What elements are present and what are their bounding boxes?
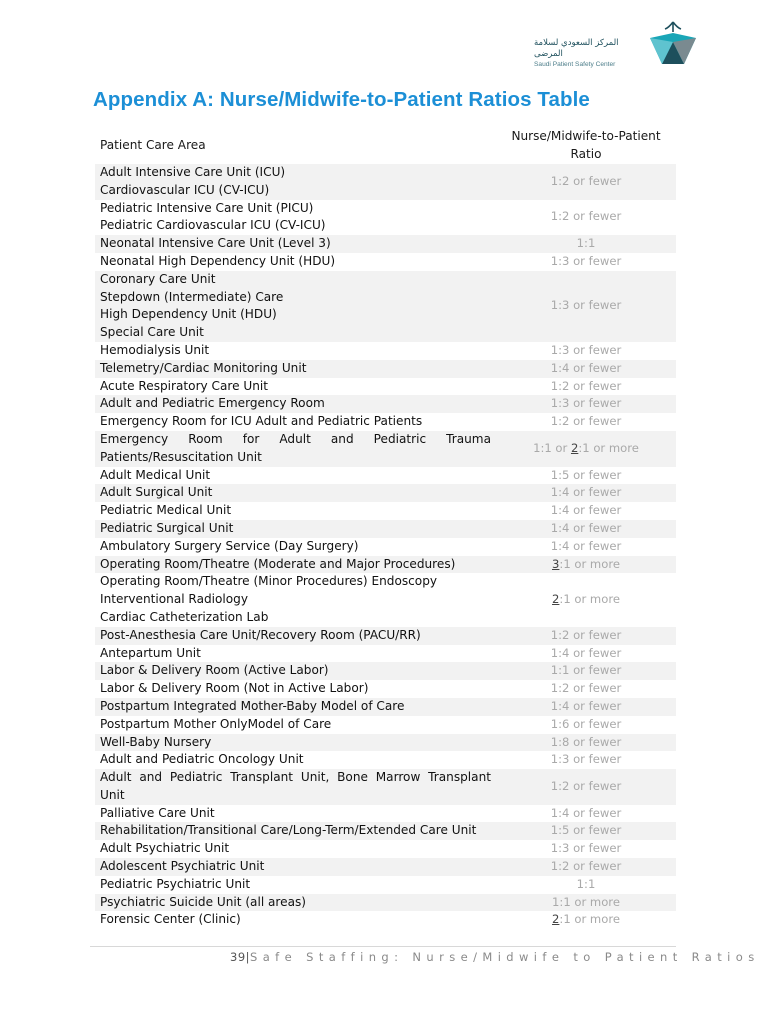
patient-care-area-text: Well-Baby Nursery bbox=[100, 734, 212, 749]
table-row bbox=[95, 662, 676, 680]
patient-care-area-text: Pediatric Psychiatric Unit bbox=[100, 876, 251, 891]
patient-care-area-text: Palliative Care Unit bbox=[100, 805, 215, 820]
header-patient-care-area: Patient Care Area bbox=[100, 138, 206, 153]
patient-care-area-cell bbox=[95, 342, 496, 360]
table-row bbox=[95, 200, 676, 236]
patient-care-area-text: Adolescent Psychiatric Unit bbox=[100, 859, 265, 874]
patient-care-area-cell bbox=[95, 395, 496, 413]
patient-care-area-cell bbox=[95, 573, 496, 626]
ratios-table bbox=[95, 128, 676, 929]
table-row bbox=[95, 342, 676, 360]
patient-care-area-text: Labor & Delivery Room (Not in Active Labor) bbox=[100, 681, 369, 696]
patient-care-area-text: Pediatric Medical Unit bbox=[100, 503, 232, 518]
patient-care-area-cell bbox=[95, 253, 496, 271]
patient-care-area-text: Postpartum Mother OnlyModel of Care bbox=[100, 716, 332, 731]
table-row bbox=[95, 858, 676, 876]
ratio-cell: 1:4 or fewer bbox=[550, 645, 622, 660]
patient-care-area-text: Adult Medical Unit bbox=[100, 467, 211, 482]
patient-care-area-text: Pediatric Intensive Care Unit (PICU) bbox=[100, 200, 314, 215]
table-row bbox=[95, 164, 676, 200]
patient-care-area-cell bbox=[95, 662, 496, 680]
footer-divider bbox=[90, 946, 676, 947]
ratio-cell: 1:3 or fewer bbox=[496, 395, 676, 413]
table-row bbox=[95, 573, 676, 626]
patient-care-area-cell bbox=[95, 911, 496, 929]
patient-care-area-text: Stepdown (Intermediate) Care bbox=[100, 289, 284, 304]
ratio-cell: 1:2 or fewer bbox=[550, 414, 622, 429]
table-row bbox=[95, 431, 676, 467]
patient-care-area-text: Psychiatric Suicide Unit (all areas) bbox=[100, 894, 307, 909]
ratio-prefix: 1:1 or bbox=[533, 440, 571, 455]
patient-care-area-cell bbox=[95, 467, 496, 485]
patient-care-area-text: Emergency Room for Adult and Pediatric Trauma Patients/Resuscitation Unit bbox=[100, 431, 491, 464]
ratio-cell: 1:3 or fewer bbox=[496, 271, 676, 342]
patient-care-area-text: Operating Room/Theatre (Moderate and Major Procedures) bbox=[100, 556, 456, 571]
table-row bbox=[95, 734, 676, 752]
patient-care-area-cell bbox=[95, 520, 496, 538]
table-body bbox=[95, 164, 676, 929]
patient-care-area-text: Acute Respiratory Care Unit bbox=[100, 378, 269, 393]
ratio-cell: 1:2 or fewer bbox=[496, 627, 676, 645]
table-row bbox=[95, 502, 676, 520]
saudi-patient-safety-center-logo-icon bbox=[648, 20, 698, 68]
ratio-underlined-value: 3 bbox=[552, 556, 560, 571]
table-row bbox=[95, 556, 676, 574]
ratio-suffix: :1 or more bbox=[559, 592, 620, 607]
table-row bbox=[95, 484, 676, 502]
ratio-cell: 1:1 bbox=[576, 876, 596, 891]
table-row bbox=[95, 876, 676, 894]
ratio-cell bbox=[496, 556, 676, 574]
ratio-cell: 1:1 or more bbox=[496, 894, 676, 912]
patient-care-area-text: Pediatric Surgical Unit bbox=[100, 520, 234, 535]
ratio-cell bbox=[496, 431, 676, 467]
patient-care-area-text: Pediatric Cardiovascular ICU (CV-ICU) bbox=[100, 218, 326, 233]
patient-care-area-text: Labor & Delivery Room (Active Labor) bbox=[100, 663, 329, 678]
patient-care-area-cell bbox=[95, 734, 496, 752]
footer-separator: | bbox=[245, 950, 251, 964]
patient-care-area-cell bbox=[95, 502, 496, 520]
patient-care-area-text: Adult Psychiatric Unit bbox=[100, 841, 230, 856]
ratio-cell: 1:3 or fewer bbox=[550, 342, 622, 357]
patient-care-area-text: Hemodialysis Unit bbox=[100, 342, 210, 357]
ratio-cell: 1:5 or fewer bbox=[550, 467, 622, 482]
patient-care-area-text: Adult and Pediatric Emergency Room bbox=[100, 396, 325, 411]
ratio-cell: 1:4 or fewer bbox=[496, 520, 676, 538]
ratio-cell: 1:4 or fewer bbox=[496, 360, 676, 378]
patient-care-area-text: Cardiovascular ICU (CV-ICU) bbox=[100, 182, 270, 197]
ratio-suffix: :1 or more bbox=[559, 556, 620, 571]
patient-care-area-text: Ambulatory Surgery Service (Day Surgery) bbox=[100, 538, 359, 553]
patient-care-area-text: Adult and Pediatric Transplant Unit, Bone Marrow Transplant Unit bbox=[100, 770, 491, 802]
table-row bbox=[95, 822, 676, 840]
patient-care-area-text: Forensic Center (Clinic) bbox=[100, 912, 241, 927]
patient-care-area-text: Adult Intensive Care Unit (ICU) bbox=[100, 165, 286, 179]
ratio-cell: 1:1 bbox=[496, 235, 676, 253]
patient-care-area-text: Rehabilitation/Transitional Care/Long-Term/Extended Care Unit bbox=[100, 823, 477, 838]
ratio-cell: 1:4 or fewer bbox=[496, 484, 676, 502]
table-row bbox=[95, 769, 676, 805]
table-row bbox=[95, 894, 676, 912]
ratio-suffix: :1 or more bbox=[559, 912, 620, 927]
patient-care-area-cell bbox=[95, 716, 496, 734]
table-row bbox=[95, 413, 676, 431]
ratio-cell: 1:2 or fewer bbox=[496, 858, 676, 876]
table-row bbox=[95, 520, 676, 538]
logo-english-name: Saudi Patient Safety Center bbox=[534, 61, 616, 68]
ratio-underlined-value: 2 bbox=[552, 912, 560, 927]
patient-care-area-cell bbox=[95, 805, 496, 823]
logo-text bbox=[534, 38, 642, 69]
patient-care-area-text: Interventional Radiology bbox=[100, 592, 249, 607]
ratio-cell: 1:8 or fewer bbox=[496, 734, 676, 752]
page-number: 39 bbox=[230, 950, 246, 964]
page-title: Appendix A: Nurse/Midwife-to-Patient Ratios Table bbox=[93, 88, 590, 111]
table-row bbox=[95, 253, 676, 271]
patient-care-area-cell bbox=[95, 698, 496, 716]
patient-care-area-text: Coronary Care Unit bbox=[100, 271, 216, 286]
ratio-cell: 1:5 or fewer bbox=[496, 822, 676, 840]
ratio-cell: 1:2 or fewer bbox=[550, 378, 622, 393]
table-row bbox=[95, 911, 676, 929]
page-footer bbox=[230, 950, 760, 964]
ratio-cell: 1:2 or fewer bbox=[550, 681, 622, 696]
ratio-cell bbox=[496, 911, 676, 929]
patient-care-area-cell bbox=[95, 858, 496, 876]
ratio-cell: 1:4 or fewer bbox=[550, 538, 622, 553]
patient-care-area-cell bbox=[95, 164, 496, 200]
patient-care-area-text: Adult and Pediatric Oncology Unit bbox=[100, 752, 304, 767]
ratio-cell: 1:3 or fewer bbox=[550, 752, 622, 767]
table-row bbox=[95, 395, 676, 413]
table-row bbox=[95, 271, 676, 342]
ratio-underlined-value: 2 bbox=[570, 440, 579, 455]
ratio-cell: 1:3 or fewer bbox=[550, 841, 622, 856]
patient-care-area-text: High Dependency Unit (HDU) bbox=[100, 307, 277, 322]
patient-care-area-cell bbox=[95, 822, 496, 840]
table-row bbox=[95, 538, 676, 556]
patient-care-area-text: Special Care Unit bbox=[100, 325, 204, 340]
table-row bbox=[95, 645, 676, 663]
patient-care-area-cell bbox=[95, 769, 496, 805]
patient-care-area-cell bbox=[95, 645, 496, 663]
patient-care-area-text: Post-Anesthesia Care Unit/Recovery Room (PACU/RR) bbox=[100, 627, 421, 642]
header-nurse-midwife-ratio: Nurse/Midwife-to-Patient Ratio bbox=[511, 129, 661, 161]
table-row bbox=[95, 627, 676, 645]
ratio-cell: 1:6 or fewer bbox=[550, 716, 622, 731]
patient-care-area-cell bbox=[95, 627, 496, 645]
table-row bbox=[95, 378, 676, 396]
table-row bbox=[95, 698, 676, 716]
patient-care-area-text: Neonatal High Dependency Unit (HDU) bbox=[100, 253, 336, 268]
patient-care-area-cell bbox=[95, 894, 496, 912]
patient-care-area-cell bbox=[95, 751, 496, 769]
patient-care-area-text: Cardiac Catheterization Lab bbox=[100, 609, 269, 624]
patient-care-area-cell bbox=[95, 556, 496, 574]
patient-care-area-cell bbox=[95, 431, 496, 467]
ratio-cell: 1:2 or fewer bbox=[550, 209, 622, 224]
ratio-cell: 1:2 or fewer bbox=[496, 769, 676, 805]
patient-care-area-text: Neonatal Intensive Care Unit (Level 3) bbox=[100, 236, 331, 251]
ratio-cell bbox=[496, 573, 676, 626]
patient-care-area-cell bbox=[95, 840, 496, 858]
patient-care-area-cell bbox=[95, 413, 496, 431]
patient-care-area-text: Emergency Room for ICU Adult and Pediatric Patients bbox=[100, 414, 423, 429]
patient-care-area-text: Antepartum Unit bbox=[100, 645, 201, 660]
patient-care-area-cell bbox=[95, 271, 496, 342]
patient-care-area-text: Operating Room/Theatre (Minor Procedures) Endoscopy bbox=[100, 574, 438, 589]
table-row bbox=[95, 751, 676, 769]
patient-care-area-cell bbox=[95, 484, 496, 502]
ratio-suffix: :1 or more bbox=[578, 440, 639, 455]
patient-care-area-cell bbox=[95, 360, 496, 378]
patient-care-area-text: Postpartum Integrated Mother-Baby Model of Care bbox=[100, 698, 405, 713]
patient-care-area-cell bbox=[95, 680, 496, 698]
table-row bbox=[95, 680, 676, 698]
patient-care-area-cell bbox=[95, 378, 496, 396]
table-row bbox=[95, 716, 676, 734]
table-row bbox=[95, 360, 676, 378]
patient-care-area-cell bbox=[95, 235, 496, 253]
ratio-cell: 1:4 or fewer bbox=[550, 805, 622, 820]
patient-care-area-text: Adult Surgical Unit bbox=[100, 485, 213, 500]
ratio-underlined-value: 2 bbox=[552, 592, 560, 607]
ratio-cell: 1:4 or fewer bbox=[550, 503, 622, 518]
table-row bbox=[95, 840, 676, 858]
ratio-cell: 1:2 or fewer bbox=[496, 164, 676, 200]
patient-care-area-text: Telemetry/Cardiac Monitoring Unit bbox=[100, 360, 307, 375]
patient-care-area-cell bbox=[95, 876, 496, 894]
table-row bbox=[95, 805, 676, 823]
ratio-cell: 1:4 or fewer bbox=[496, 698, 676, 716]
ratio-cell: 1:1 or fewer bbox=[496, 662, 676, 680]
footer-title: Safe Staffing: Nurse/Midwife to Patient Ratios bbox=[250, 950, 760, 964]
patient-care-area-cell bbox=[95, 538, 496, 556]
table-header-row bbox=[95, 128, 676, 164]
ratio-cell: 1:3 or fewer bbox=[550, 253, 622, 268]
table-row bbox=[95, 235, 676, 253]
logo-arabic-name: المركز السعودي لسلامة المرضى bbox=[534, 38, 619, 59]
patient-care-area-cell bbox=[95, 200, 496, 236]
table-row bbox=[95, 467, 676, 485]
